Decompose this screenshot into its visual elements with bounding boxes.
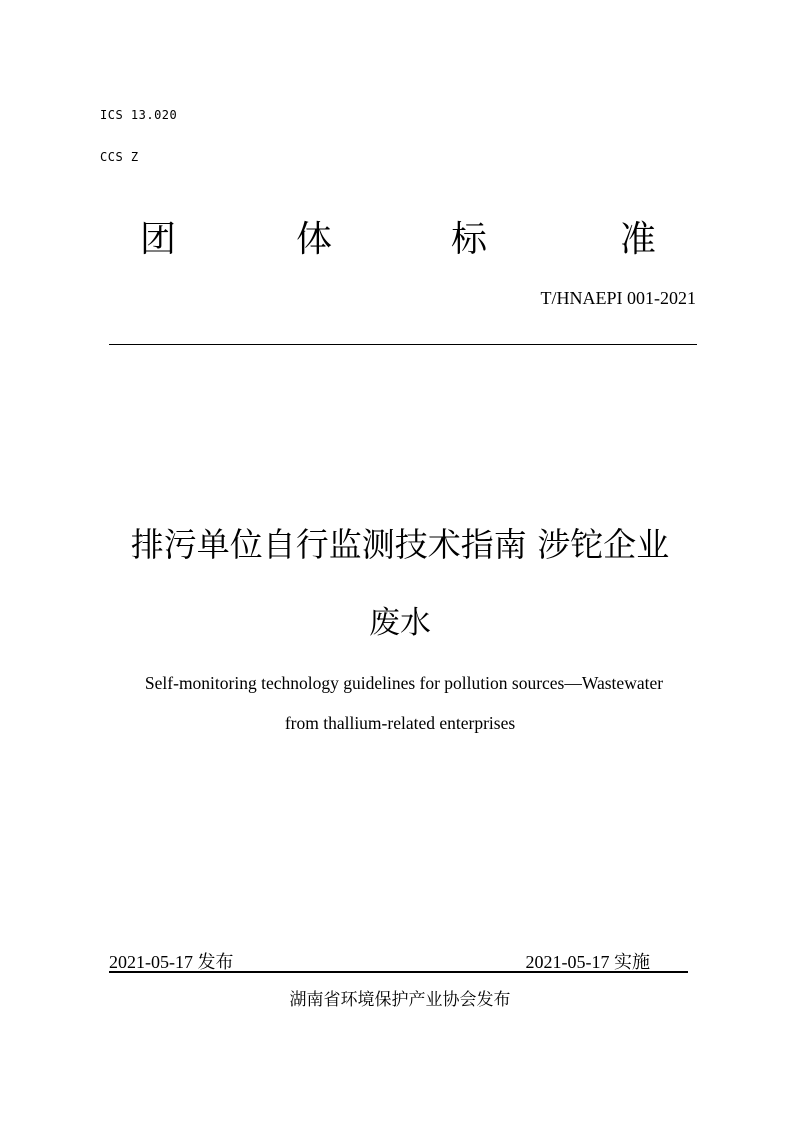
implement-label: 实施 [614, 952, 650, 973]
ics-code: ICS 13.020 [100, 108, 178, 122]
standard-type-char-4: 准 [620, 219, 657, 260]
standard-type-char-2: 体 [296, 219, 333, 260]
publisher: 湖南省环境保护产业协会发布 [289, 990, 511, 1010]
publish-label: 发布 [197, 952, 234, 973]
footer-divider [109, 971, 688, 973]
implement-date-value: 2021-05-17 [525, 952, 610, 972]
standard-type-char-1: 团 [140, 219, 177, 260]
document-title-line-2: 废水 [369, 605, 431, 641]
english-title-line-2: from thallium-related enterprises [284, 713, 516, 733]
publish-date-value: 2021-05-17 [109, 952, 193, 972]
header-divider [109, 344, 697, 345]
english-title-line-1: Self-monitoring technology guidelines for pollution sources—Wastewater [144, 673, 664, 693]
ccs-code: CCS Z [100, 150, 139, 164]
document-title-line-1: 排污单位自行监测技术指南 涉铊企业 [130, 525, 670, 564]
standard-code: T/HNAEPI 001-2021 [540, 288, 696, 308]
standard-type-char-3: 标 [451, 219, 488, 260]
